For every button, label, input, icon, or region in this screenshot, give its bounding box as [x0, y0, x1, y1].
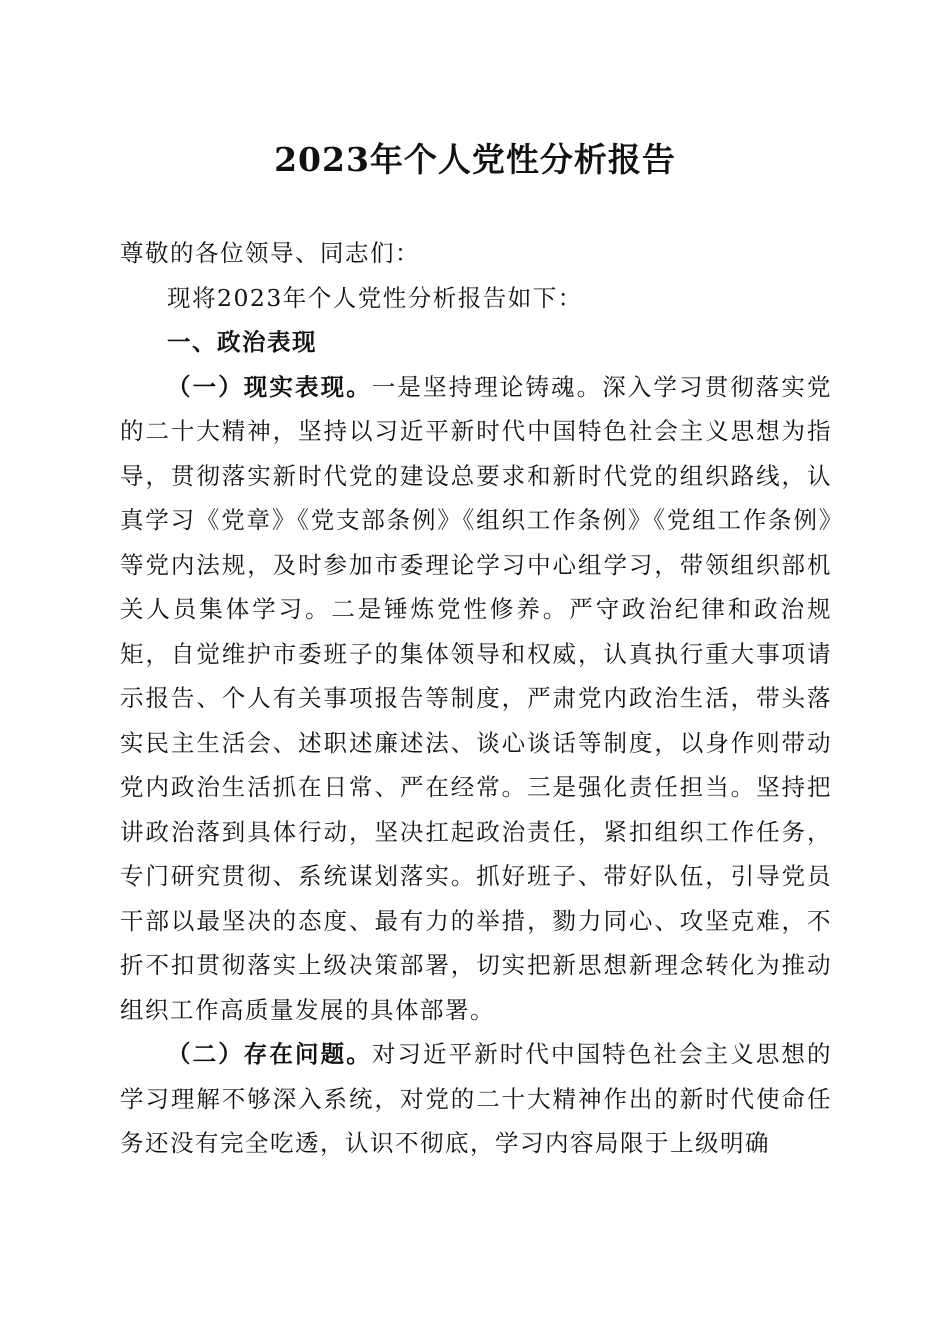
section-heading-political: 一、政治表现: [167, 328, 317, 356]
paragraph-text: 对习近平新时代中国特色社会主义思想的学习理解不够深入系统，对党的二十大精神作出的新时代使命任务还没有完全吃透，认识不彻底，学习内容局限于上级明确: [120, 1040, 833, 1157]
intro-paragraph: 现将2023年个人党性分析报告如下：: [167, 283, 583, 312]
subheading-existing-problems: （二）存在问题。: [167, 1040, 372, 1068]
paragraph-existing-problems: [120, 1032, 832, 1166]
document-body: [120, 231, 832, 1166]
paragraph-text: 一是坚持理论铸魂。深入学习贯彻落实党的二十大精神，坚持以习近平新时代中国特色社会主义思想为指导，贯彻落实新时代党的建设总要求和新时代党的组织路线，认真学习《党章》《党支部条例》《组织工作条例》《党组工作条例》等党内法规，及时参加市委理论学习中心组学习，带领组织部机关人员集体学习。二是锤炼党性修养。严守政治纪律和政治规矩，自觉维护市委班子的集体领导和权威，认真执行重大事项请示报告、个人有关事项报告等制度，严肃党内政治生活，带头落实民主生活会、述职述廉述法、谈心谈话等制度，以身作则带动党内政治生活抓在日常、严在经常。三是强化责任担当。坚持把讲政治落到具体行动，坚决扛起政治责任，紧扣组织工作任务，专门研究贯彻、系统谋划落实。抓好班子、带好队伍，引导党员干部以最坚决的态度、最有力的举措，勠力同心、攻坚克难，不折不扣贯彻落实上级决策部署，切实把新思想新理念转化为推动组织工作高质量发展的具体部署。: [120, 372, 833, 1024]
document-title: 2023年个人党性分析报告: [274, 140, 676, 179]
subheading-current-performance: （一）现实表现。: [167, 372, 372, 401]
paragraph-current-performance: [120, 365, 832, 1033]
salutation: 尊敬的各位领导、同志们：: [120, 239, 420, 267]
